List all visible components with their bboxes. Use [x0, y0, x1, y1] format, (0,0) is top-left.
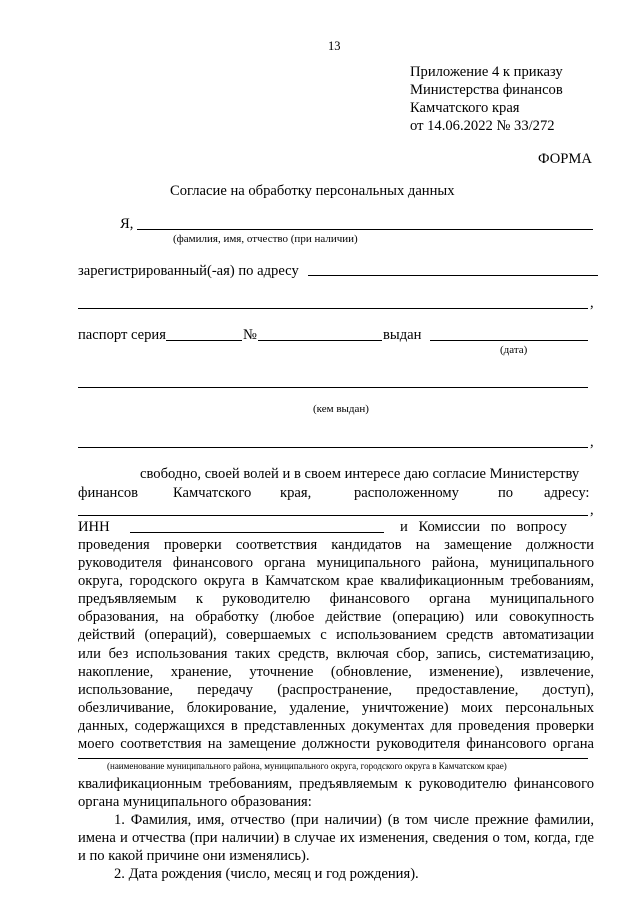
- body-line-2-w1: финансов: [78, 485, 139, 501]
- municipality-line: [78, 758, 588, 759]
- issued-by-comma: ,: [590, 434, 594, 450]
- inn-tail: и Комиссии по вопросу: [400, 519, 567, 535]
- page-number: 13: [328, 39, 341, 53]
- body-line-2-w3: края,: [280, 485, 312, 501]
- consent-line: округа, городского округа в Камчатском крае квалификационным требованиям,: [78, 573, 594, 590]
- consent-line: предъявляемым к руководителю финансового органа муниципального: [78, 591, 594, 608]
- consent-line: моего соответствия на замещение должности руководителя финансового органа: [78, 736, 594, 753]
- consent-line: или без использования таких средств, включая сбор, запись, систематизацию,: [78, 645, 594, 662]
- consent-line: данных, содержащихся в представленных документах для проведения проверки: [78, 717, 594, 734]
- fio-caption: (фамилия, имя, отчество (при наличии): [173, 233, 358, 245]
- item-2: 2. Дата рождения (число, месяц и год рождения).: [114, 866, 419, 882]
- ministry-address-line: [78, 515, 588, 516]
- consent-line: накопление, хранение, уточнение (обновление, изменение), извлечение,: [78, 663, 594, 680]
- appendix-line-4: от 14.06.2022 № 33/272: [410, 118, 555, 134]
- ministry-address-comma: ,: [590, 502, 594, 518]
- issued-by-line: [78, 387, 588, 388]
- consent-line: проведения проверки соответствия кандидатов на замещение должности: [78, 537, 594, 553]
- passport-series-line: [166, 340, 242, 341]
- body-line-2-w2: Камчатского: [173, 485, 252, 501]
- passport-number-sign: №: [243, 327, 257, 343]
- date-caption: (дата): [500, 344, 528, 356]
- item-1: [78, 811, 594, 865]
- appendix-line-2: Министерства финансов: [410, 82, 563, 98]
- body-line-1: свободно, своей волей и в своем интересе даю согласие Министерству: [140, 466, 580, 482]
- appendix-line-3: Камчатского края: [410, 100, 520, 116]
- issued-by-caption: (кем выдан): [313, 403, 369, 415]
- consent-text-block: [78, 536, 594, 753]
- consent-line: обезличивание, блокирование, удаление, уничтожение) моих персональных: [78, 699, 594, 716]
- document-title: Согласие на обработку персональных данных: [170, 183, 455, 199]
- municipality-caption: (наименование муниципального района, муниципального округа, городского округа в Камчатском крае): [107, 761, 507, 771]
- consent-line: использование, передачу (распространение, предоставление, доступ),: [78, 681, 594, 698]
- item-1-text: 1. Фамилия, имя, отчество (при наличии) (в том числе прежние фамилии, имена и отчества (при наличии) в случае их изменения, сведения о том, когда, где и по какой причине они изменялись).: [78, 812, 594, 865]
- address-comma: ,: [590, 295, 594, 311]
- consent-line: руководителя финансового органа муниципального района, муниципального: [78, 555, 594, 572]
- appendix-line-1: Приложение 4 к приказу: [410, 64, 563, 80]
- registered-label: зарегистрированный(-ая) по адресу: [78, 263, 299, 279]
- issued-by-line-2: [78, 447, 588, 448]
- ya-label: Я,: [120, 216, 134, 232]
- passport-number-line: [258, 340, 382, 341]
- inn-line: [130, 532, 384, 533]
- after-line-2: органа муниципального образования:: [78, 794, 312, 810]
- issued-label: выдан: [383, 327, 422, 343]
- consent-line: образования, на обработку (любое действие (операцию) или совокупность: [78, 609, 594, 626]
- address-line-2: [78, 308, 588, 309]
- fio-line: [137, 229, 593, 230]
- inn-label: ИНН: [78, 519, 110, 535]
- consent-line: действий (операций), совершаемых с использованием средств автоматизации: [78, 627, 594, 644]
- address-line-1: [308, 275, 598, 276]
- issued-date-line: [430, 340, 588, 341]
- forma-label: ФОРМА: [538, 151, 592, 167]
- after-line-1: квалификационным требованиям, предъявляемым к руководителю финансового: [78, 776, 594, 792]
- body-line-2-w5: по: [498, 485, 514, 501]
- passport-series-label: паспорт серия: [78, 327, 166, 343]
- body-line-2-w4: расположенному: [354, 485, 459, 501]
- body-line-2-w6: адресу:: [544, 485, 590, 501]
